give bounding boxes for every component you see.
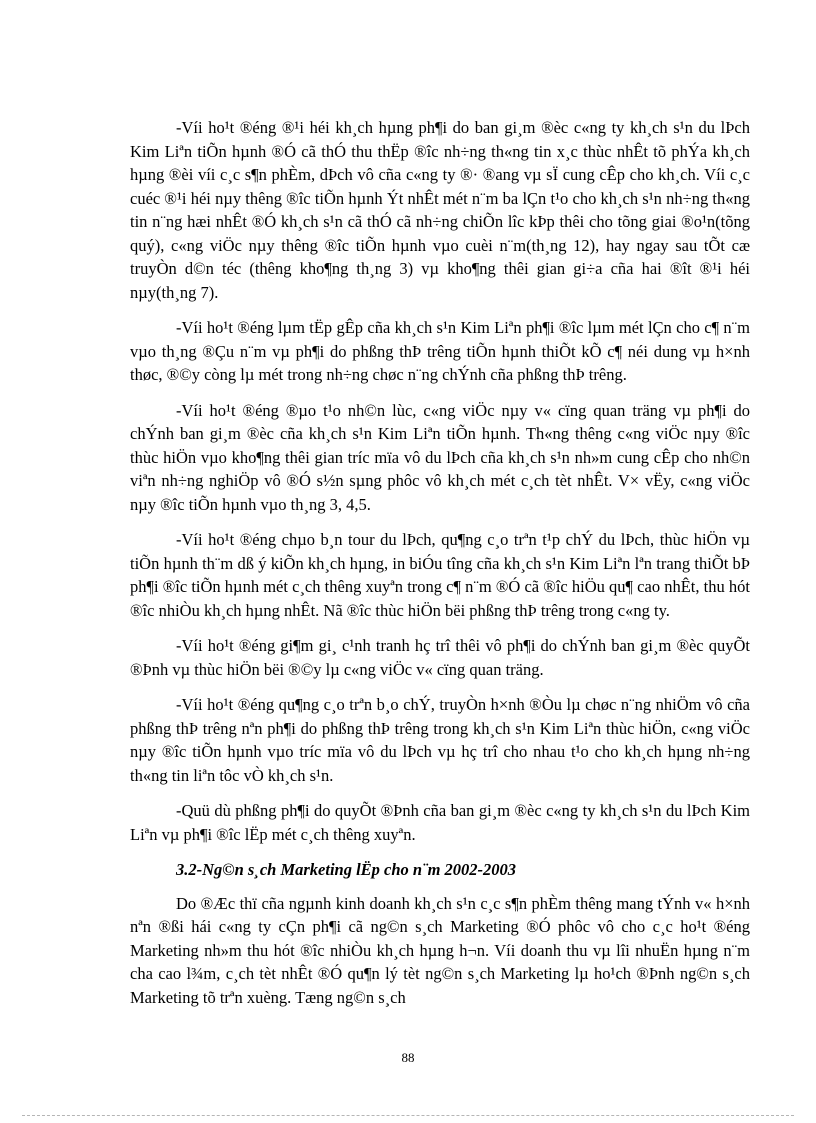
paragraph-tour-sales: -Víi ho¹t ®éng chµo b¸n tour du lÞch, qu¶ng c¸o trªn t¹p chÝ du lÞch, thùc hiÖn vµ tiÕn hµnh th¨m dß ý kiÕn kh¸ch hµng, in biÓu tîng cña kh¸ch s¹n Kim Liªn lªn trang thiÕt bÞ ph¶i ®îc tiÕn hµnh mét c¸ch thêng xuyªn trong c¶ n¨m ®Ó cã ®îc hiÖu qu¶ cao nhÊt, thu hót ®îc nhiÒu kh¸ch hµng nhÊt. Nã ®îc thùc hiÖn bëi phßng thÞ trêng trong c«ng ty. — [130, 530, 750, 620]
page-body — [130, 116, 750, 1021]
paragraph-brochure: -Víi ho¹t ®éng lµm tËp gÊp cña kh¸ch s¹n Kim Liªn ph¶i ®îc lµm mét lÇn cho c¶ n¨m vµo th¸ng ®Çu n¨m vµ ph¶i do phßng thÞ trêng tiÕn hµnh thiÕt kÕ c¶ néi dung vµ h×nh thøc, ®©y còng lµ mét trong nh÷ng chøc n¨ng chÝnh cña phßng thÞ trêng. — [130, 318, 750, 384]
paragraph-reserve-fund: -Quü dù phßng ph¶i do quyÕt ®Þnh cña ban gi¸m ®èc c«ng ty kh¸ch s¹n du lÞch Kim Liªn vµ ph¶i ®îc lËp mét c¸ch thêng xuyªn. — [130, 801, 750, 844]
paragraph-media-advertising: -Víi ho¹t ®éng qu¶ng c¸o trªn b¸o chÝ, truyÒn h×nh ®Òu lµ chøc n¨ng nhiÖm vô cña phßng thÞ trêng nªn ph¶i do phßng thÞ trêng trong kh¸ch s¹n Kim Liªn thùc hiÖn, c«ng viÖc nµy ®îc tiÕn hµnh vµo tríc mïa vô du lÞch vµ hç trî cho nhau t¹o cho kh¸ch hµng nh÷ng th«ng tin liªn tôc vÒ kh¸ch s¹n. — [130, 695, 750, 785]
paragraph-price-reduction: -Víi ho¹t ®éng gi¶m gi¸ c¹nh tranh hç trî thêi vô ph¶i do chÝnh ban gi¸m ®èc quyÕt ®Þnh vµ thùc hiÖn bëi ®©y lµ c«ng viÖc v« cïng quan träng. — [130, 636, 750, 679]
paragraph-staff-training: -Víi ho¹t ®éng ®µo t¹o nh©n lùc, c«ng viÖc nµy v« cïng quan träng vµ ph¶i do chÝnh ban gi¸m ®èc cña kh¸ch s¹n Kim Liªn tiÕn hµnh. Th«ng thêng c«ng viÖc nµy ®îc thùc hiÖn vµo kho¶ng thêi gian tríc mïa vô du lÞch cña kh¸ch s¹n nh»m cung cÊp cho nh©n viªn nh÷ng nghiÖp vô ®Ó s½n sµng phôc vô kh¸ch mét c¸ch tèt nhÊt. V× vËy, c«ng viÖc nµy ®îc tiÕn hµnh vµo th¸ng 3, 4,5. — [130, 400, 750, 514]
paragraph-customer-conference: -Víi ho¹t ®éng ®¹i héi kh¸ch hµng ph¶i do ban gi¸m ®èc c«ng ty kh¸ch s¹n du lÞch Kim Liªn tiÕn hµnh ®Ó cã thÓ thu thËp ®îc nh÷ng th«ng tin x¸c thùc nhÊt tõ phÝa kh¸ch hµng ®èi víi c¸c s¶n phÈm, dÞch vô cña c«ng ty ®· ®ang vµ sÏ cung cÊp cho kh¸ch. Víi c¸c cuéc ®¹i héi nµy thêng ®îc tiÕn hµnh Ýt nhÊt mét n¨m ba lÇn t¹o cho kh¸ch s¹n nh÷ng th«ng tin n¨ng hæi nhÊt ®Ó kh¸ch s¹n cã thÓ cã nh÷ng chiÕn lîc kÞp thêi cho tõng giai ®o¹n(tõng quý), c«ng viÖc nµy thêng ®îc tiÕn hµnh vµo cuèi n¨m(th¸ng 12), hay ngay sau tÕt cæ truyÒn d©n téc (thêng kho¶ng th¸ng 3) vµ kho¶ng thêi gian gi÷a cña hai ®ît ®¹i héi nµy(th¸ng 7). — [130, 118, 750, 302]
paragraph-marketing-budget: Do ®Æc thï cña ngµnh kinh doanh kh¸ch s¹n c¸c s¶n phÈm thêng mang tÝnh v« h×nh nªn ®ßi hái c«ng ty cÇn ph¶i cã ng©n s¸ch Marketing ®Ó phôc vô cho c¸c ho¹t ®éng Marketing nh»m thu hót ®îc nhiÒu kh¸ch hµng h¬n. Víi doanh thu vµ lîi nhuËn hµng n¨m cha cao l¾m, c¸ch tèt nhÊt ®Ó qu¶n lý tèt ng©n s¸ch Marketing lµ ho¹ch ®Þnh ng©n s¸ch Marketing tõ trªn xuèng. Tæng ng©n s¸ch — [130, 893, 750, 1007]
section-heading: 3.2-Ng©n s¸ch Marketing lËp cho n¨m 2002-2003 — [176, 860, 517, 879]
page-bottom-rule — [22, 1115, 794, 1116]
page-number: 88 — [401, 1050, 415, 1065]
